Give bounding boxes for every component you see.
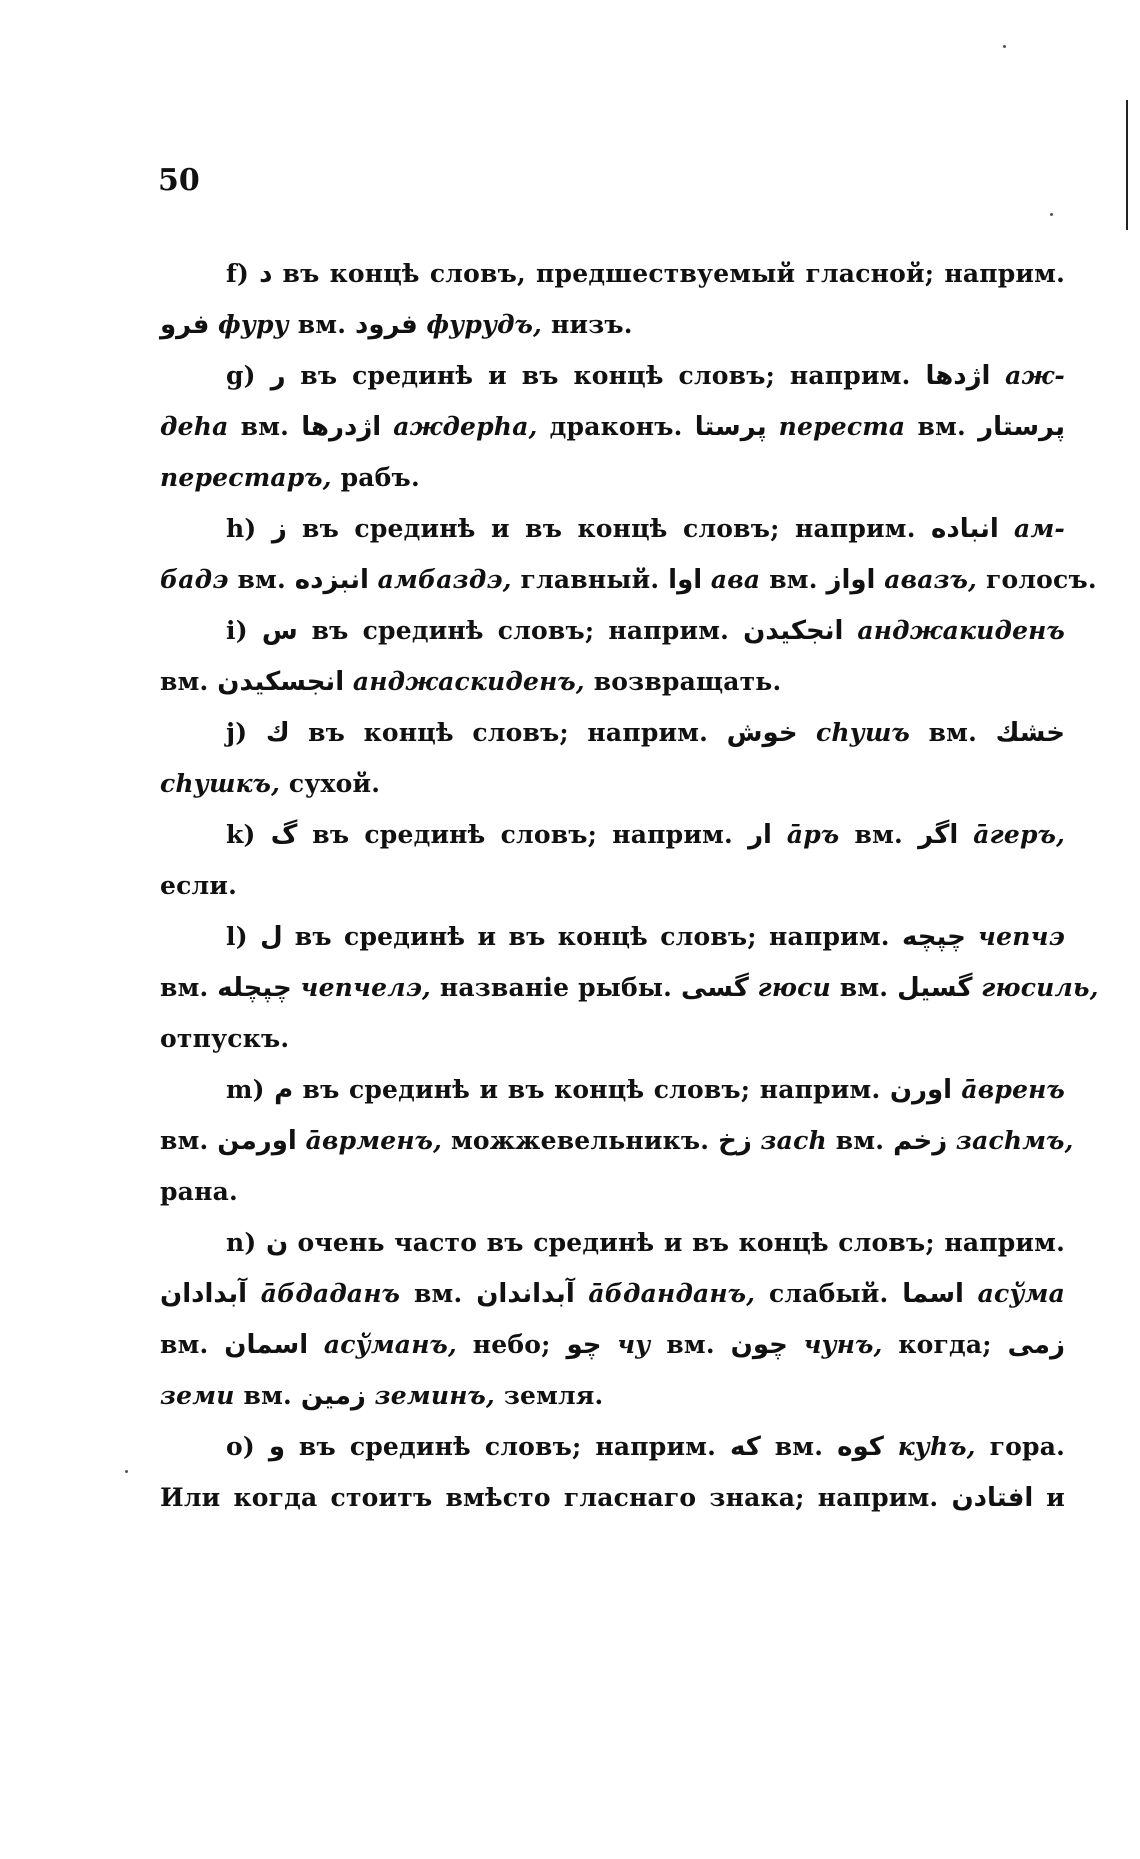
- text-segment: [843, 616, 857, 645]
- text-line: [160, 1013, 1065, 1064]
- text-segment: [772, 820, 787, 849]
- transliteration: āръ: [786, 820, 840, 849]
- persian-word: ر: [270, 361, 286, 391]
- text-segment: голосъ.: [977, 565, 1097, 594]
- text-line: [160, 350, 1065, 401]
- transliteration: чунъ,: [803, 1330, 883, 1359]
- text-segment: вм.: [160, 1126, 218, 1155]
- transliteration: аж-: [1005, 361, 1065, 390]
- text-segment: [767, 412, 779, 441]
- text-line: [160, 1166, 1065, 1217]
- text-segment: g): [226, 361, 271, 390]
- transliteration: āбданданъ,: [588, 1279, 756, 1308]
- text-segment: [366, 1381, 375, 1410]
- persian-word: و: [268, 1432, 286, 1462]
- persian-word: اگر: [918, 820, 959, 850]
- persian-word: اوا: [668, 565, 703, 595]
- text-segment: [966, 922, 978, 951]
- text-line: [160, 962, 1099, 1013]
- page-text: [160, 248, 1099, 1523]
- text-segment: вм.: [905, 412, 979, 441]
- transliteration: анджакиденъ: [857, 616, 1065, 645]
- text-segment: [247, 1279, 261, 1308]
- transliteration: āврменъ,: [305, 1126, 443, 1155]
- text-segment: и: [1033, 1483, 1065, 1512]
- text-segment: n): [226, 1228, 266, 1257]
- text-line: [160, 911, 1065, 962]
- text-line: [160, 809, 1065, 860]
- text-segment: названіе рыбы.: [430, 973, 681, 1002]
- text-segment: Или когда стоитъ вмѣсто гласнаго знака; наприм.: [160, 1483, 952, 1512]
- transliteration: сhушкъ,: [160, 769, 281, 798]
- text-segment: m): [226, 1075, 275, 1104]
- persian-word: اسمان: [224, 1330, 309, 1360]
- transliteration: амбаздэ,: [377, 565, 512, 594]
- persian-word: انباده: [931, 514, 999, 544]
- text-segment: вм.: [288, 310, 356, 339]
- text-segment: [798, 718, 816, 747]
- text-segment: h): [226, 514, 272, 543]
- text-segment: очень часто въ срединѣ и въ концѣ словъ; наприм.: [288, 1228, 1065, 1257]
- text-line: [160, 452, 1065, 503]
- text-segment: вм.: [234, 1381, 301, 1410]
- text-line: [160, 707, 1065, 758]
- persian-word: ز: [271, 514, 287, 544]
- transliteration: гюси: [757, 973, 831, 1002]
- text-segment: рабъ.: [331, 463, 420, 492]
- persian-word: گسی: [680, 973, 749, 1003]
- text-segment: низъ.: [542, 310, 633, 339]
- text-segment: главный.: [511, 565, 669, 594]
- transliteration: āгеръ,: [973, 820, 1065, 849]
- text-segment: вм.: [228, 412, 302, 441]
- text-segment: вм.: [160, 667, 218, 696]
- text-line: [160, 1472, 1065, 1523]
- text-segment: вм.: [228, 565, 295, 594]
- text-segment: [999, 514, 1014, 543]
- text-segment: въ срединѣ словъ; наприм.: [285, 1432, 731, 1461]
- persian-word: خشك: [995, 718, 1065, 748]
- text-segment: сухой.: [280, 769, 381, 798]
- persian-word: ك: [265, 718, 290, 748]
- text-segment: i): [226, 616, 262, 645]
- text-segment: вм.: [760, 1432, 838, 1461]
- text-line: [160, 1421, 1065, 1472]
- persian-word: آبداندان: [476, 1279, 575, 1309]
- transliteration: фуру: [218, 310, 289, 339]
- text-line: [160, 401, 1065, 452]
- text-segment: [308, 1330, 324, 1359]
- persian-word: م: [274, 1075, 294, 1105]
- transliteration: аждерhа,: [393, 412, 538, 441]
- text-line: [160, 503, 1065, 554]
- text-segment: o): [226, 1432, 269, 1461]
- text-segment: [749, 973, 758, 1002]
- text-segment: возвращать.: [584, 667, 782, 696]
- transliteration: фурудъ,: [426, 310, 543, 339]
- text-line: [160, 1064, 1065, 1115]
- transliteration: земи: [160, 1381, 235, 1410]
- text-line: [160, 656, 1065, 707]
- text-segment: [964, 1279, 978, 1308]
- persian-word: اورمن: [217, 1126, 297, 1156]
- text-segment: [973, 973, 982, 1002]
- text-segment: вм.: [826, 1126, 894, 1155]
- transliteration: чепчэ: [978, 922, 1065, 951]
- text-line: [160, 758, 1065, 809]
- scan-speck: [1003, 45, 1006, 48]
- text-segment: въ концѣ словъ; наприм.: [289, 718, 727, 747]
- transliteration: анджаскиденъ,: [352, 667, 585, 696]
- text-segment: [209, 310, 218, 339]
- text-line: [160, 1268, 1065, 1319]
- transliteration: сhушъ: [816, 718, 910, 747]
- text-segment: вм.: [909, 718, 996, 747]
- text-segment: j): [226, 718, 266, 747]
- transliteration: гюсиль,: [981, 973, 1099, 1002]
- text-segment: небо;: [456, 1330, 567, 1359]
- transliteration: перестаръ,: [160, 463, 332, 492]
- text-segment: [952, 1075, 961, 1104]
- text-segment: [884, 1432, 898, 1461]
- text-line: [160, 1370, 1065, 1421]
- persian-word: پرستار: [978, 412, 1065, 442]
- text-segment: [369, 565, 378, 594]
- text-segment: въ срединѣ словъ; наприм.: [297, 820, 749, 849]
- text-segment: k): [226, 820, 271, 849]
- text-segment: драконъ.: [537, 412, 695, 441]
- persian-word: اژدها: [925, 361, 991, 391]
- text-segment: [990, 361, 1005, 390]
- persian-word: زخم: [893, 1126, 948, 1156]
- text-segment: вм.: [650, 1330, 731, 1359]
- persian-word: چو: [566, 1330, 602, 1360]
- text-segment: [875, 565, 884, 594]
- text-segment: въ срединѣ словъ; наприм.: [297, 616, 744, 645]
- persian-word: آبدادان: [160, 1279, 248, 1309]
- text-segment: въ срединѣ и въ концѣ словъ; наприм.: [282, 922, 903, 951]
- scan-speck: [1050, 213, 1053, 216]
- transliteration: засh: [760, 1126, 827, 1155]
- persian-word: که: [730, 1432, 761, 1462]
- transliteration: авазъ,: [884, 565, 978, 594]
- text-segment: [702, 565, 711, 594]
- text-segment: вм.: [839, 820, 919, 849]
- transliteration: ава: [710, 565, 761, 594]
- text-segment: въ срединѣ и въ концѣ словъ; наприм.: [293, 1075, 890, 1104]
- scan-speck: [125, 1470, 128, 1473]
- text-line: [160, 605, 1065, 656]
- text-line: [160, 554, 1097, 605]
- persian-word: گ: [270, 820, 298, 850]
- transliteration: деhа: [160, 412, 229, 441]
- transliteration: āбдаданъ: [260, 1279, 401, 1308]
- persian-word: چون: [730, 1330, 788, 1360]
- transliteration: āвренъ: [961, 1075, 1065, 1104]
- text-line: [160, 299, 1065, 350]
- persian-word: زمین: [300, 1381, 366, 1411]
- persian-word: چپچه: [902, 922, 966, 952]
- persian-word: اژدرها: [301, 412, 382, 442]
- persian-word: ن: [265, 1228, 289, 1258]
- transliteration: куhъ,: [897, 1432, 976, 1461]
- text-segment: [292, 973, 301, 1002]
- persian-word: زخ: [718, 1126, 752, 1156]
- text-segment: въ срединѣ и въ концѣ словъ; наприм.: [285, 361, 926, 390]
- text-segment: f): [226, 259, 260, 288]
- page-edge-mark: [1126, 100, 1128, 230]
- page-number: 50: [158, 163, 200, 198]
- text-segment: l): [226, 922, 261, 951]
- persian-word: اسما: [902, 1279, 964, 1309]
- persian-word: اورن: [889, 1075, 953, 1105]
- text-segment: [344, 667, 353, 696]
- persian-word: ار: [748, 820, 772, 850]
- text-segment: отпускъ.: [160, 1024, 290, 1053]
- persian-word: س: [261, 616, 298, 646]
- text-segment: въ концѣ словъ, предшествуемый гласной; наприм.: [272, 259, 1065, 288]
- text-line: [160, 1115, 1074, 1166]
- text-segment: [602, 1330, 618, 1359]
- text-segment: вм.: [400, 1279, 477, 1308]
- text-segment: гора.: [975, 1432, 1065, 1461]
- persian-word: انجکیدن: [743, 616, 844, 646]
- text-line: [160, 248, 1065, 299]
- transliteration: зeминъ,: [374, 1381, 495, 1410]
- text-segment: можжевельникъ.: [442, 1126, 719, 1155]
- persian-word: کوه: [837, 1432, 884, 1462]
- text-segment: [958, 820, 973, 849]
- text-segment: вм.: [160, 973, 218, 1002]
- persian-word: ل: [260, 922, 283, 952]
- text-segment: [381, 412, 393, 441]
- text-line: [160, 1217, 1065, 1268]
- text-segment: [788, 1330, 804, 1359]
- transliteration: чепчелэ,: [300, 973, 431, 1002]
- text-line: [160, 860, 1065, 911]
- persian-word: فرود: [355, 310, 418, 340]
- persian-word: د: [259, 259, 273, 289]
- persian-word: افتادن: [951, 1483, 1034, 1513]
- transliteration: асўма: [977, 1279, 1065, 1308]
- text-segment: когда;: [882, 1330, 1008, 1359]
- text-segment: земля.: [494, 1381, 604, 1410]
- text-segment: въ срединѣ и въ концѣ словъ; наприм.: [286, 514, 932, 543]
- text-segment: вм.: [160, 1330, 225, 1359]
- text-segment: слабый.: [755, 1279, 903, 1308]
- transliteration: бадэ: [160, 565, 229, 594]
- text-segment: [947, 1126, 956, 1155]
- transliteration: засhмъ,: [955, 1126, 1074, 1155]
- text-segment: [575, 1279, 589, 1308]
- text-segment: [297, 1126, 306, 1155]
- text-segment: вм.: [760, 565, 827, 594]
- transliteration: асўманъ,: [323, 1330, 457, 1359]
- persian-word: انجسکیدن: [217, 667, 345, 697]
- text-line: [160, 1319, 1065, 1370]
- text-segment: рана.: [160, 1177, 238, 1206]
- text-segment: [752, 1126, 761, 1155]
- transliteration: чу: [617, 1330, 651, 1359]
- persian-word: انبزده: [294, 565, 369, 595]
- transliteration: переста: [778, 412, 906, 441]
- persian-word: زمی: [1007, 1330, 1065, 1360]
- text-segment: вм.: [830, 973, 898, 1002]
- persian-word: پرستا: [694, 412, 767, 442]
- persian-word: اواز: [826, 565, 876, 595]
- persian-word: فرو: [160, 310, 210, 340]
- transliteration: ам-: [1014, 514, 1065, 543]
- persian-word: گسیل: [897, 973, 973, 1003]
- text-segment: если.: [160, 871, 238, 900]
- persian-word: چپچله: [217, 973, 292, 1003]
- persian-word: خوش: [726, 718, 798, 748]
